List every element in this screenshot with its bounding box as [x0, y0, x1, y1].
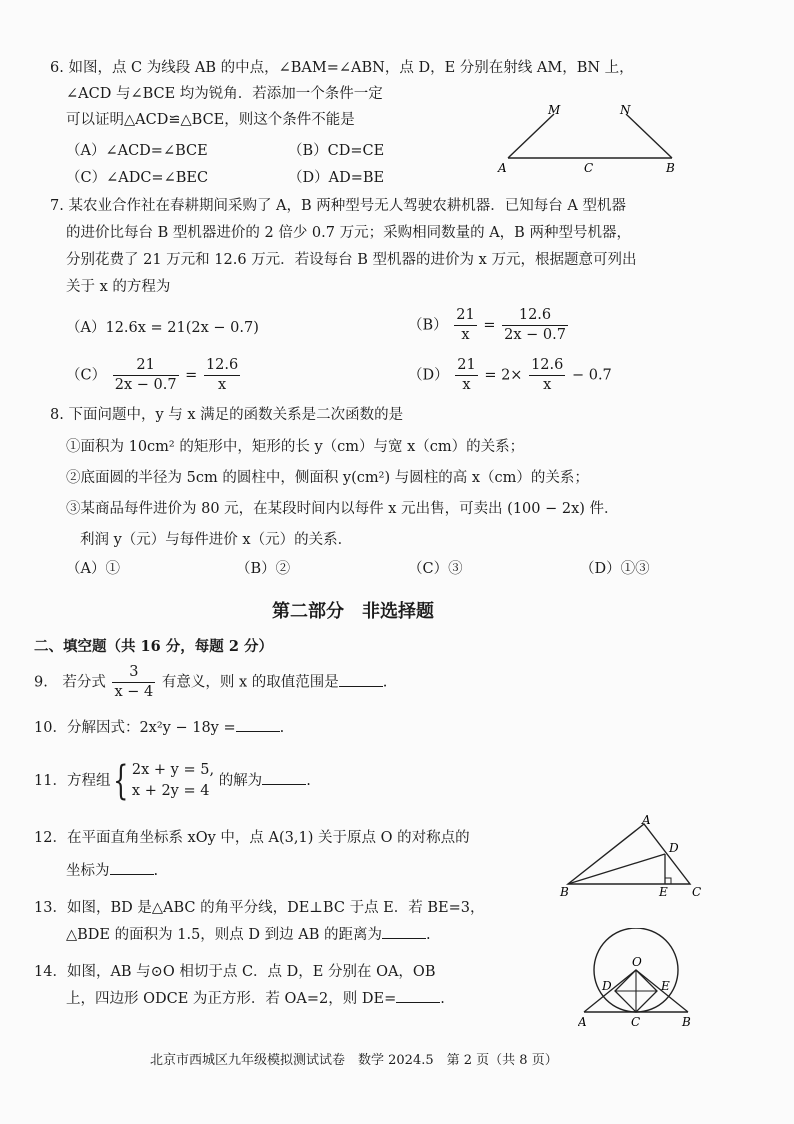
label-o: O	[632, 955, 642, 969]
q13-line2: △BDE 的面积为 1.5，则点 D 到边 AB 的距离为 .	[66, 924, 431, 945]
q6-line3: 可以证明△ACD≌△BCE，则这个条件不能是	[66, 112, 355, 128]
label-b: B	[666, 161, 675, 175]
q8-option-c: （C）③	[408, 561, 463, 577]
bisector-bd	[568, 854, 665, 884]
q7-option-a: （A）12.6x = 21(2x − 0.7)	[66, 320, 259, 336]
label-n: N	[620, 103, 631, 117]
q7-option-c: （C） $\frac{21}{2x - 0.7}$ = $\frac{12.6}{x}$	[66, 357, 239, 393]
label-b: B	[560, 885, 569, 898]
ray-bn	[626, 114, 672, 158]
label-m: M	[548, 103, 561, 117]
q8-option-b: （B）②	[236, 561, 291, 577]
q8-item2: ②底面圆的半径为 5cm 的圆柱中，侧面积 y(cm²) 与圆柱的高 x（cm）的关系；	[66, 470, 589, 486]
ray-am	[508, 114, 554, 158]
q8-item3: ③某商品每件进价为 80 元，在某段时间内以每件 x 元出售，可卖出 (100 − 2x) 件．	[66, 501, 619, 517]
q6-option-c: （C）∠ADC=∠BEC	[66, 170, 209, 186]
q6-line2: ∠ACD 与∠BCE 均为锐角．若添加一个条件一定	[66, 86, 383, 102]
q14-answer-blank[interactable]	[396, 988, 440, 1003]
q7-line4: 关于 x 的方程为	[66, 279, 171, 295]
q8-line1: 8. 下面问题中，y 与 x 满足的函数关系是二次函数的是	[50, 407, 404, 423]
q9: 9. 若分式 $\frac{3}{x - 4}$ 有意义，则 x 的取值范围是 .	[34, 664, 388, 700]
q7-line2: 的进价比每台 B 型机器进价的 2 倍少 0.7 万元；采购相同数量的 A，B 两种型号机器，	[66, 225, 631, 241]
q9-answer-blank[interactable]	[339, 672, 383, 687]
q11-answer-blank[interactable]	[262, 770, 306, 785]
q8-item1: ①面积为 10cm² 的矩形中，矩形的长 y（cm）与宽 x（cm）的关系；	[66, 439, 525, 455]
label-e: E	[661, 979, 670, 993]
section-two-heading: 二、填空题（共 16 分，每题 2 分）	[34, 638, 273, 655]
label-b: B	[682, 1015, 691, 1028]
q13-line1: 13．如图，BD 是△ABC 的角平分线，DE⊥BC 于点 E．若 BE=3，	[34, 900, 485, 916]
q7-option-b: （B） $\frac{21}{x}$ = $\frac{12.6}{2x - 0.7}$	[408, 307, 566, 343]
q13-answer-blank[interactable]	[382, 924, 426, 939]
label-a: A	[578, 1015, 587, 1028]
q6-option-b: （B）CD=CE	[288, 143, 385, 159]
page-footer: 北京市西城区九年级模拟测试试卷 数学 2024.5 第 2 页（共 8 页）	[150, 1053, 558, 1068]
label-d: D	[669, 841, 679, 855]
q11: 11．方程组{ 2x + y = 5, x + 2y = 4 的解为 .	[34, 758, 311, 804]
q6-line1: 6. 如图，点 C 为线段 AB 的中点，∠BAM=∠ABN，点 D，E 分别在射线 AM，BN 上，	[50, 60, 634, 76]
label-c: C	[631, 1015, 641, 1028]
part-two-heading: 第二部分 非选择题	[272, 601, 434, 622]
label-a: A	[642, 813, 651, 827]
label-c: C	[584, 161, 594, 175]
q8-option-d: （D）①③	[580, 561, 650, 577]
q6-option-a: （A）∠ACD=∠BCE	[66, 143, 208, 159]
q14-line1: 14．如图，AB 与⊙O 相切于点 C．点 D，E 分别在 OA，OB	[34, 964, 436, 980]
q14-figure	[578, 928, 694, 1028]
label-e: E	[659, 885, 668, 898]
label-c: C	[692, 885, 702, 898]
q6-option-d: （D）AD=BE	[288, 170, 385, 186]
q12-line1: 12．在平面直角坐标系 xOy 中，点 A(3,1) 关于原点 O 的对称点的	[34, 830, 470, 846]
q7-line3: 分别花费了 21 万元和 12.6 万元．若设每台 B 型机器的进价为 x 万元，根据题意可列出	[66, 252, 637, 268]
label-a: A	[498, 161, 507, 175]
q13-figure	[556, 812, 716, 898]
q8-item4: 利润 y（元）与每件进价 x（元）的关系．	[80, 532, 353, 548]
q6-figure	[490, 96, 690, 178]
q12-answer-blank[interactable]	[110, 860, 154, 875]
q12-line2: 坐标为 .	[66, 860, 158, 881]
q10-answer-blank[interactable]	[236, 717, 280, 732]
q10: 10．分解因式：2x²y − 18y = .	[34, 717, 284, 738]
q7-option-d: （D） $\frac{21}{x}$ = 2× $\frac{12.6}{x}$ − 0.7	[408, 357, 612, 393]
label-d: D	[602, 979, 612, 993]
right-angle-mark	[665, 878, 671, 884]
q8-option-a: （A）①	[66, 561, 120, 577]
q7-line1: 7. 某农业合作社在春耕期间采购了 A，B 两种型号无人驾驶农耕机器．已知每台 A 型机器	[50, 198, 626, 214]
q14-line2: 上，四边形 ODCE 为正方形．若 OA=2，则 DE= .	[66, 988, 445, 1009]
